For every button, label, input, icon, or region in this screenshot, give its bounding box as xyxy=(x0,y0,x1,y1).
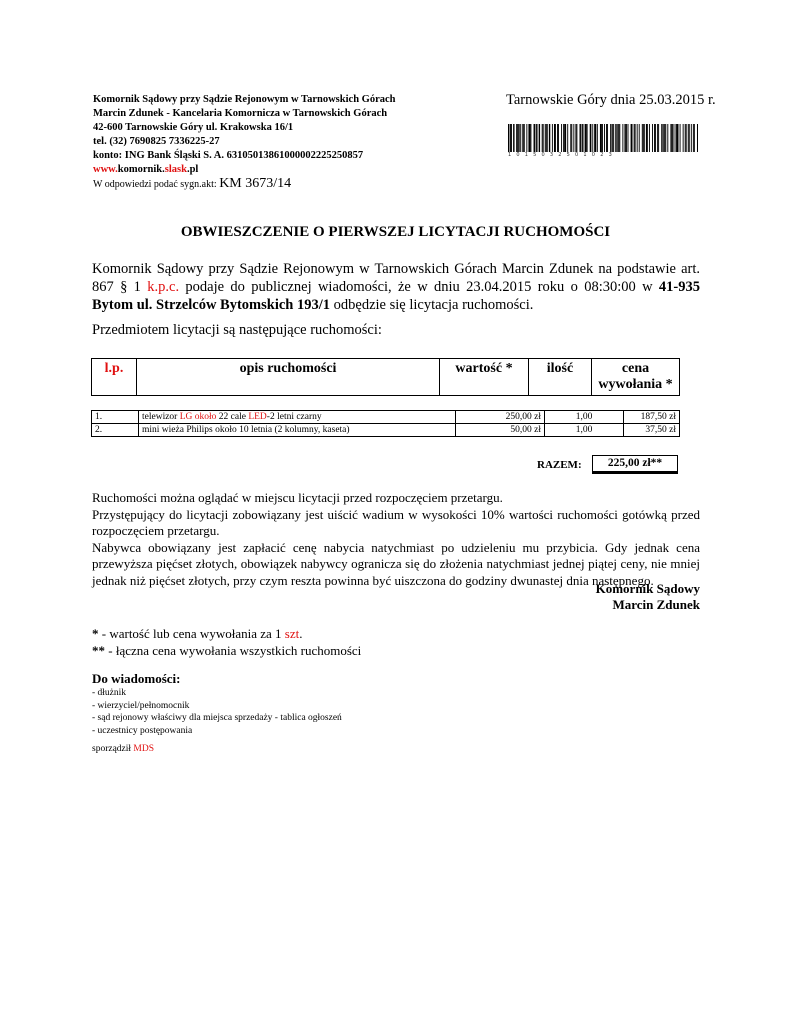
barcode-bar xyxy=(536,124,537,152)
case-number: KM 3673/14 xyxy=(219,176,292,191)
barcode-bar xyxy=(586,124,587,152)
header-line-phone: tel. (32) 7690825 7336225-27 xyxy=(93,136,220,147)
barcode-bar xyxy=(545,124,546,152)
barcode-bar xyxy=(634,124,635,152)
barcode-bar xyxy=(619,124,620,152)
header-website-link[interactable]: www.komornik.slask.pl xyxy=(93,164,199,175)
barcode-bar xyxy=(511,124,512,152)
barcode-bar xyxy=(632,124,633,152)
barcode-bar xyxy=(592,124,593,152)
row-value: 50,00 zł xyxy=(456,424,545,437)
barcode-bar xyxy=(526,124,527,152)
signature-name: Marcin Zdunek xyxy=(612,597,700,612)
barcode-bar xyxy=(547,124,548,152)
list-item: - dłużnik xyxy=(92,688,127,698)
barcode-bar xyxy=(518,124,519,152)
table-row xyxy=(92,411,680,424)
row-price: 37,50 zł xyxy=(624,424,680,437)
auction-rules xyxy=(92,490,700,589)
row-lp: 2. xyxy=(92,424,139,437)
barcode-bar xyxy=(571,124,572,152)
barcode-bar xyxy=(558,124,559,152)
barcode-bar xyxy=(617,124,618,152)
barcode-bar xyxy=(595,124,596,152)
list-item: - uczestnicy postępowania xyxy=(92,725,193,736)
barcode-bar xyxy=(697,124,698,152)
barcode-bar xyxy=(580,124,581,152)
barcode-bar xyxy=(602,124,603,152)
barcode-bar xyxy=(622,124,623,152)
col-header-price: cena wywołania * xyxy=(592,359,680,396)
barcode-bar xyxy=(688,124,689,152)
barcode-bar xyxy=(644,124,645,152)
barcode-bar xyxy=(539,124,540,152)
barcode-bar xyxy=(517,124,518,152)
barcode-bar xyxy=(549,124,550,152)
barcode-bar xyxy=(576,124,577,152)
barcode-bar xyxy=(685,124,686,152)
rule-payment: Nabywca obowiązany jest zapłacić cenę nabycia natychmiast po udzieleniu mu przybicia. Gdy jednak cena przewyższa pięćset złotych, obowiązek nabywcy ogranicza się do złożenia natychmiast jednej piątej ceny, nie mniej jednak niż pięćset złotych, przy czym reszta powinna być uiszczona do godziny dwunastej dnia następnego. xyxy=(92,539,700,588)
barcode-image xyxy=(508,124,698,152)
distribution-title: Do wiadomości: xyxy=(92,671,181,686)
barcode-bar xyxy=(667,124,668,152)
barcode-bar xyxy=(542,124,543,152)
rule-deposit: Przystępujący do licytacji zobowiązany jest uiścić wadium w wysokości 10% wartości ruchomości gotówką przed rozpoczęciem przetargu. xyxy=(92,506,700,538)
row-description: telewizor LG około 22 cale LED-2 letni czarny xyxy=(139,411,456,424)
barcode-bar xyxy=(694,124,695,152)
barcode-bar xyxy=(543,124,544,152)
barcode-bar xyxy=(664,124,665,152)
barcode-bar xyxy=(654,124,655,152)
barcode-bar xyxy=(642,124,643,152)
items-table xyxy=(91,410,680,437)
barcode-bar xyxy=(534,124,535,152)
col-header-value: wartość * xyxy=(440,359,529,396)
barcode-bar xyxy=(575,124,576,152)
barcode-bar xyxy=(643,124,644,152)
total-value: 225,00 zł** xyxy=(592,455,678,474)
header-line-account: konto: ING Bank Śląski S. A. 63105013861000002225250857 xyxy=(93,150,364,161)
barcode-bar xyxy=(680,124,681,152)
barcode-bar xyxy=(587,124,588,152)
barcode-bar xyxy=(693,124,694,152)
header-line-address: 42-600 Tarnowskie Góry ul. Krakowska 16/1 xyxy=(93,122,294,133)
footnote-total: ** - łączna cena wywołania wszystkich ruchomości xyxy=(92,643,362,658)
barcode-bar xyxy=(546,124,547,152)
signature-title: Komornik Sądowy xyxy=(595,581,700,596)
barcode-bar xyxy=(671,124,672,152)
barcode-bar xyxy=(607,124,608,152)
list-item: - wierzyciel/pełnomocnik xyxy=(92,700,190,711)
footnote-single: * - wartość lub cena wywołania za 1 szt. xyxy=(92,626,303,641)
footnotes xyxy=(92,625,361,659)
document-date: Tarnowskie Góry dnia 25.03.2015 r. xyxy=(506,92,716,108)
barcode-bar xyxy=(657,124,658,152)
barcode-bar xyxy=(583,124,584,152)
row-price: 187,50 zł xyxy=(624,411,680,424)
barcode-bar xyxy=(601,124,602,152)
barcode-bar xyxy=(520,124,521,152)
items-table-header xyxy=(91,358,680,396)
distribution-list xyxy=(92,671,342,737)
barcode-bar xyxy=(678,124,679,152)
barcode-bar xyxy=(658,124,659,152)
barcode-bar xyxy=(647,124,648,152)
rule-viewing: Ruchomości można oglądać w miejscu licytacji przed rozpoczęciem przetargu. xyxy=(92,490,503,505)
barcode-bar xyxy=(615,124,616,152)
barcode-bar xyxy=(513,124,514,152)
table-row xyxy=(92,424,680,437)
barcode-bar xyxy=(624,124,625,152)
barcode-bar xyxy=(573,124,574,152)
barcode-bar xyxy=(635,124,636,152)
header-line-name: Marcin Zdunek - Kancelaria Komornicza w Tarnowskich Górach xyxy=(93,108,388,119)
row-lp: 1. xyxy=(92,411,139,424)
barcode-bar xyxy=(661,124,662,152)
barcode-bar xyxy=(555,124,556,152)
barcode-bar xyxy=(552,124,553,152)
barcode-bar xyxy=(663,124,664,152)
barcode-bar xyxy=(691,124,692,152)
barcode-bar xyxy=(529,124,530,152)
barcode-bar xyxy=(604,124,605,152)
barcode-bar xyxy=(625,124,626,152)
barcode-bar xyxy=(673,124,674,152)
list-item: - sąd rejonowy właściwy dla miejsca sprzedaży - tablica ogłoszeń xyxy=(92,713,342,723)
barcode-bar xyxy=(516,124,517,152)
barcode-bar xyxy=(523,124,524,152)
barcode-bar xyxy=(665,124,666,152)
barcode-bar xyxy=(590,124,591,152)
row-quantity: 1,00 xyxy=(545,424,624,437)
prepared-by: sporządził MDS xyxy=(92,744,155,754)
subject-line: Przedmiotem licytacji są następujące ruchomości: xyxy=(92,322,382,338)
barcode-bar xyxy=(522,124,523,152)
barcode-bar xyxy=(610,124,611,152)
barcode-bar xyxy=(510,124,511,152)
barcode-bar xyxy=(649,124,650,152)
row-value: 250,00 zł xyxy=(456,411,545,424)
barcode-bar xyxy=(563,124,564,152)
barcode-bar xyxy=(686,124,687,152)
auction-place: 41-935 Bytom ul. Strzelców Bytomskich 193/1 xyxy=(92,279,701,313)
barcode-bar xyxy=(597,124,598,152)
barcode-bar xyxy=(561,124,562,152)
barcode-bar xyxy=(670,124,671,152)
barcode-bar xyxy=(567,124,568,152)
barcode-bar xyxy=(582,124,583,152)
barcode-bar xyxy=(557,124,558,152)
row-description: mini wieża Philips około 10 letnia (2 kolumny, kaseta) xyxy=(139,424,456,437)
barcode-bar xyxy=(618,124,619,152)
barcode-bar xyxy=(606,124,607,152)
case-reference: W odpowiedzi podać sygn.akt: KM 3673/14 xyxy=(93,176,292,191)
barcode-bar xyxy=(683,124,684,152)
signature xyxy=(500,581,700,613)
barcode-bar xyxy=(508,124,509,152)
barcode-bar xyxy=(628,124,629,152)
col-header-lp: l.p. xyxy=(92,359,137,396)
col-header-description: opis ruchomości xyxy=(137,359,440,396)
document-title: OBWIESZCZENIE O PIERWSZEJ LICYTACJI RUCHOMOŚCI xyxy=(180,224,611,240)
barcode-bar xyxy=(655,124,656,152)
barcode-bar xyxy=(637,124,638,152)
barcode-bar xyxy=(594,124,595,152)
barcode-bar xyxy=(613,124,614,152)
barcode-bar xyxy=(639,124,640,152)
kpc-reference: k.p.c. xyxy=(147,279,180,295)
barcode-bar xyxy=(652,124,653,152)
barcode-bar xyxy=(689,124,690,152)
barcode-bar xyxy=(676,124,677,152)
barcode-bar xyxy=(530,124,531,152)
barcode-bar xyxy=(537,124,538,152)
barcode-bar xyxy=(570,124,571,152)
barcode-bar xyxy=(565,124,566,152)
header-line-court: Komornik Sądowy przy Sądzie Rejonowym w Tarnowskich Górach xyxy=(93,94,396,105)
barcode-digits: 1015032501023 xyxy=(508,152,617,158)
col-header-quantity: ilość xyxy=(529,359,592,396)
row-quantity: 1,00 xyxy=(545,411,624,424)
prepared-initials: MDS xyxy=(133,744,155,754)
bailiff-header xyxy=(93,93,453,192)
total-label: RAZEM: xyxy=(537,459,582,471)
barcode-bar xyxy=(612,124,613,152)
intro-paragraph: Komornik Sądowy przy Sądzie Rejonowym w Tarnowskich Górach Marcin Zdunek na podstawie art. 867 § 1 k.p.c. podaje do publicznej wiadomości, że w dniu 23.04.2015 roku o 08:30:00 w 41-935 Bytom ul. Strzelców Bytomskich 193/1 odbędzie się licytacja ruchomości. xyxy=(92,261,701,313)
